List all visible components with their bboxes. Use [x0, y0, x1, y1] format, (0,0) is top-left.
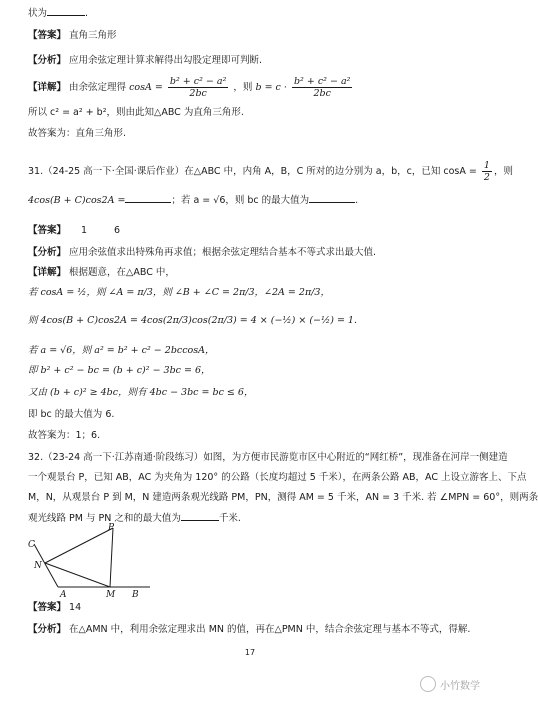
label-N: N: [34, 561, 42, 571]
question-32-stem: [28, 451, 508, 464]
analysis-line: [28, 54, 262, 67]
detail-label: 【详解】: [28, 267, 67, 278]
geometry-figure: [28, 522, 160, 598]
watermark-text: 小竹数学: [440, 680, 480, 692]
fraction: [168, 76, 229, 99]
stem-text: 一个观景台 P，已知 AB，AC 为夹角为 120° 的公路（长度均超过 5 千米），在两条公路 AB，AC 上设立游客上、下点: [28, 472, 527, 483]
line-text: 即 bc 的最大值为 6.: [28, 409, 115, 420]
line-text: 状为: [28, 8, 48, 19]
label-C: C: [28, 540, 35, 550]
fraction-denominator: 2bc: [313, 88, 331, 99]
route-PN: [45, 528, 113, 563]
analysis-text: 应用余弦值求出特殊角再求值；根据余弦定理结合基本不等式求出最大值.: [69, 247, 377, 258]
fraction-numerator: b² + c² − a²: [169, 76, 227, 87]
detail-line: [28, 76, 354, 100]
answer-label: 【答案】: [28, 30, 67, 41]
question-32-stem: [28, 491, 538, 504]
answer-blank: [47, 6, 85, 16]
text-line: [28, 429, 100, 442]
stem-text: 千米.: [218, 513, 241, 524]
line-text: 所以 c² = a² + b²，则由此知△ABC 为直角三角形.: [28, 107, 244, 118]
answer-value: 1: [81, 225, 88, 236]
line-text: 则 4cos(B + C)cos2A = 4cos(2π/3)cos(2π/3) = 4 × (−½) × (−½) = 1.: [28, 315, 357, 326]
stem-text: M，N，从观景台 P 到 M，N 建造两条观光线路 PM，PN，测得 AM = 5 千米，AN = 3 千米. 若 ∠MPN = 60°，则两条: [28, 492, 538, 503]
math-line: [28, 364, 211, 377]
segment-NM: [45, 563, 110, 587]
analysis-text: 应用余弦定理计算求解得出勾股定理即可判断.: [69, 55, 263, 66]
analysis-text: 在△AMN 中，利用余弦定理求出 MN 的值，再在△PMN 中，结合余弦定理与基本不等式，得解.: [69, 624, 471, 635]
answer-value: 14: [69, 602, 82, 613]
stem-text: 32.（23-24 高一下·江苏南通·阶段练习）如图，为方便市民游览市区中心附近的“网红桥”，现准备在河岸一侧建造: [28, 452, 508, 463]
text-line: [28, 127, 126, 140]
line-text: 若 a = √6，则 a² = b² + c² − 2bccosA，: [28, 345, 215, 356]
analysis-label: 【分析】: [28, 55, 67, 66]
label-A: A: [60, 590, 67, 600]
analysis-label: 【分析】: [28, 247, 67, 258]
fraction: [292, 76, 353, 99]
fraction-denominator: 2: [483, 172, 490, 183]
answer-line: [28, 224, 132, 237]
page-number: 17: [244, 648, 256, 657]
answer-line: [28, 29, 117, 42]
answer-blank: [125, 193, 171, 203]
answer-text: 直角三角形: [69, 30, 117, 41]
math-line: [28, 408, 114, 421]
label-P: P: [108, 523, 115, 533]
analysis-line: [28, 246, 376, 259]
cos-expression: cosA =: [129, 82, 163, 93]
answer-line: [28, 601, 81, 614]
stem-text: 31.（24-25 高一下·全国·课后作业）在△ABC 中，内角 A，B，C 所对的边分别为 a，b，c，已知 cosA =: [28, 166, 477, 177]
analysis-label: 【分析】: [28, 624, 67, 635]
answer-label: 【答案】: [28, 225, 67, 236]
answer-blank: [181, 511, 219, 521]
detail-label: 【详解】: [28, 82, 67, 93]
question-31-stem: [28, 160, 513, 184]
line-text: 又由 (b + c)² ≥ 4bc，则有 4bc − 3bc = bc ≤ 6，: [28, 387, 254, 398]
detail-text: 由余弦定理得: [69, 82, 127, 93]
line-text: 故答案为：1；6.: [28, 430, 101, 441]
line-text: 若 cosA = ½，则 ∠A = π/3，则 ∠B + ∠C = 2π/3，∠2A = 2π/3，: [28, 287, 330, 298]
question-32-stem: [28, 471, 527, 484]
watermark-logo-icon: [420, 676, 436, 692]
stem-text: ，则: [493, 166, 513, 177]
fraction-numerator: b² + c² − a²: [293, 76, 351, 87]
detail-text: 根据题意，在△ABC 中，: [69, 267, 175, 278]
fraction-denominator: 2bc: [189, 88, 207, 99]
route-PM: [110, 528, 113, 587]
detail-text: ，则: [233, 82, 253, 93]
math-line: [28, 386, 253, 399]
math-line: [28, 344, 215, 357]
math-line: [28, 314, 357, 327]
answer-label: 【答案】: [28, 602, 67, 613]
fraction-numerator: 1: [483, 160, 490, 171]
b-expression: b = c ·: [255, 82, 287, 93]
label-B: B: [132, 590, 139, 600]
text-line: [28, 106, 244, 119]
answer-blank: [309, 193, 355, 203]
label-M: M: [106, 590, 116, 600]
stem-text: 4cos(B + C)cos2A =: [28, 195, 126, 206]
stem-text: 观光线路 PM 与 PN 之和的最大值为: [28, 513, 181, 524]
fraction: [482, 160, 492, 183]
text-line: 状为 .: [28, 8, 89, 19]
watermark: [420, 676, 480, 692]
answer-value: 6: [114, 225, 121, 236]
stem-text: ；若 a = √6，则 bc 的最大值为: [171, 195, 310, 206]
detail-line: [28, 266, 175, 279]
line-text: 故答案为：直角三角形.: [28, 128, 127, 139]
analysis-line: [28, 623, 470, 636]
math-line: [28, 286, 330, 299]
question-31-stem-2: 4cos(B + C)cos2A = ；若 a = √6，则 bc 的最大值为 .: [28, 195, 359, 206]
line-text: 即 b² + c² − bc = (b + c)² − 3bc = 6，: [28, 365, 211, 376]
